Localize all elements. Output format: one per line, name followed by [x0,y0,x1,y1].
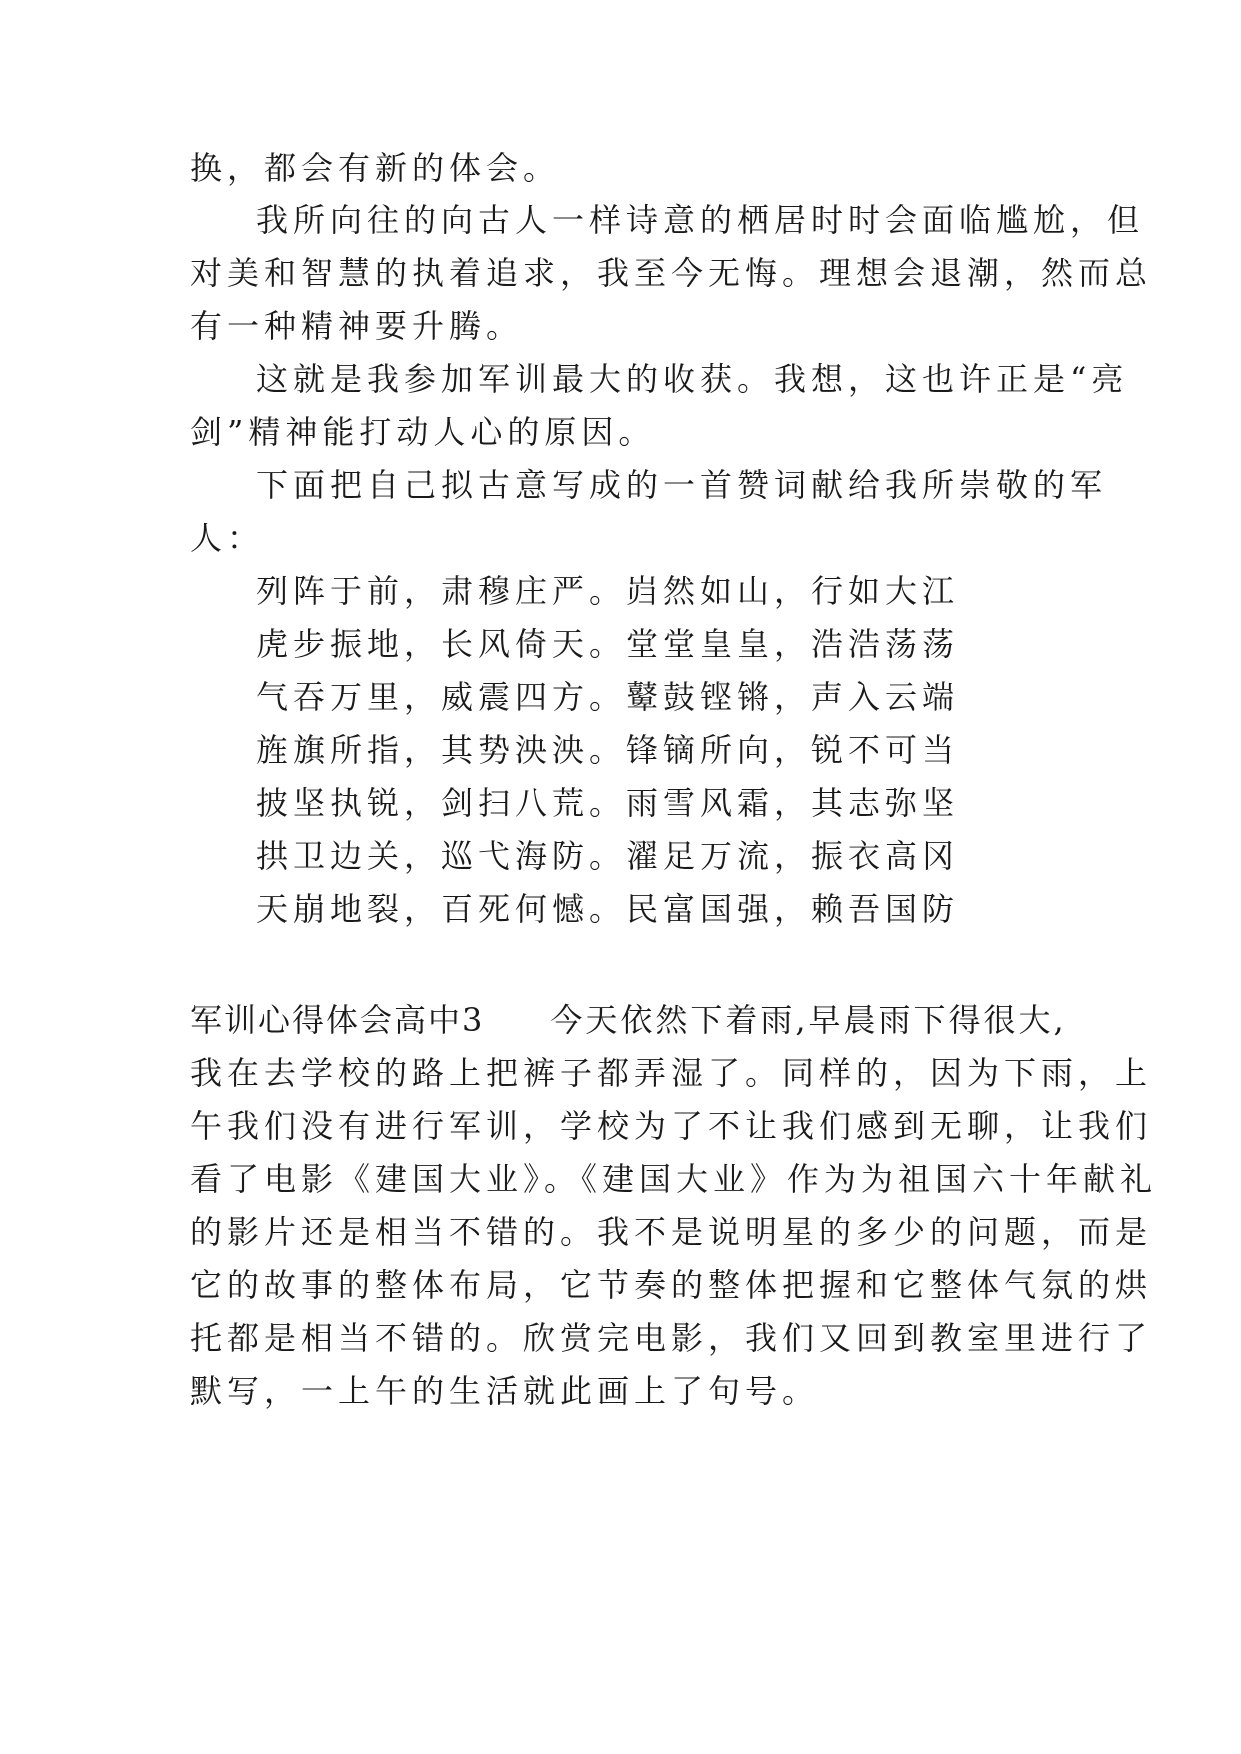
text-line: 剑”精神能打动人心的原因。 [190,413,656,451]
text-line: 午我们没有进行军训，学校为了不让我们感到无聊，让我们 [190,1107,1153,1145]
text-line: 今天依然下着雨,早晨雨下得很大, [550,1001,1067,1039]
text-line: 我所向往的向古人一样诗意的栖居时时会面临尴尬，但 [256,201,1145,239]
poem-line: 气吞万里，威震四方。鼙鼓铿锵，声入云端 [256,678,960,716]
text-line: 的影片还是相当不错的。我不是说明星的多少的问题，而是 [190,1213,1153,1251]
text-line: 下面把自己拟古意写成的一首赞词献给我所崇敬的军 [256,466,1108,504]
poem-line: 虎步振地，长风倚天。堂堂皇皇，浩浩荡荡 [256,625,960,663]
poem-line: 拱卫边关，巡弋海防。濯足万流，振衣高冈 [256,837,960,875]
text-line: 这就是我参加军训最大的收获。我想，这也许正是“亮 [256,360,1129,398]
poem-line: 列阵于前，肃穆庄严。岿然如山，行如大江 [256,572,960,610]
poem-line: 披坚执锐，剑扫八荒。雨雪风霜，其志弥坚 [256,784,960,822]
poem-line: 旌旗所指，其势泱泱。锋镝所向，锐不可当 [256,731,960,769]
text-line: 对美和智慧的执着追求，我至今无悔。理想会退潮，然而总 [190,254,1153,292]
text-line: 有一种精神要升腾。 [190,307,524,345]
text-line: 看了电影《建国大业》。《建国大业》作为为祖国六十年献礼 [190,1160,1158,1198]
section-heading: 军训心得体会高中3 [190,1001,485,1039]
text-line: 我在去学校的路上把裤子都弄湿了。同样的，因为下雨，上 [190,1054,1153,1092]
text-line: 它的故事的整体布局，它节奏的整体把握和它整体气氛的烘 [190,1266,1153,1304]
text-line: 托都是相当不错的。欣赏完电影，我们又回到教室里进行了 [190,1319,1153,1357]
poem-line: 天崩地裂，百死何憾。民富国强，赖吾国防 [256,890,960,928]
text-line: 人： [190,519,265,557]
text-line: 默写，一上午的生活就此画上了句号。 [190,1372,820,1410]
text-line: 换，都会有新的体会。 [190,149,561,187]
section-first-line [190,1000,1067,1040]
